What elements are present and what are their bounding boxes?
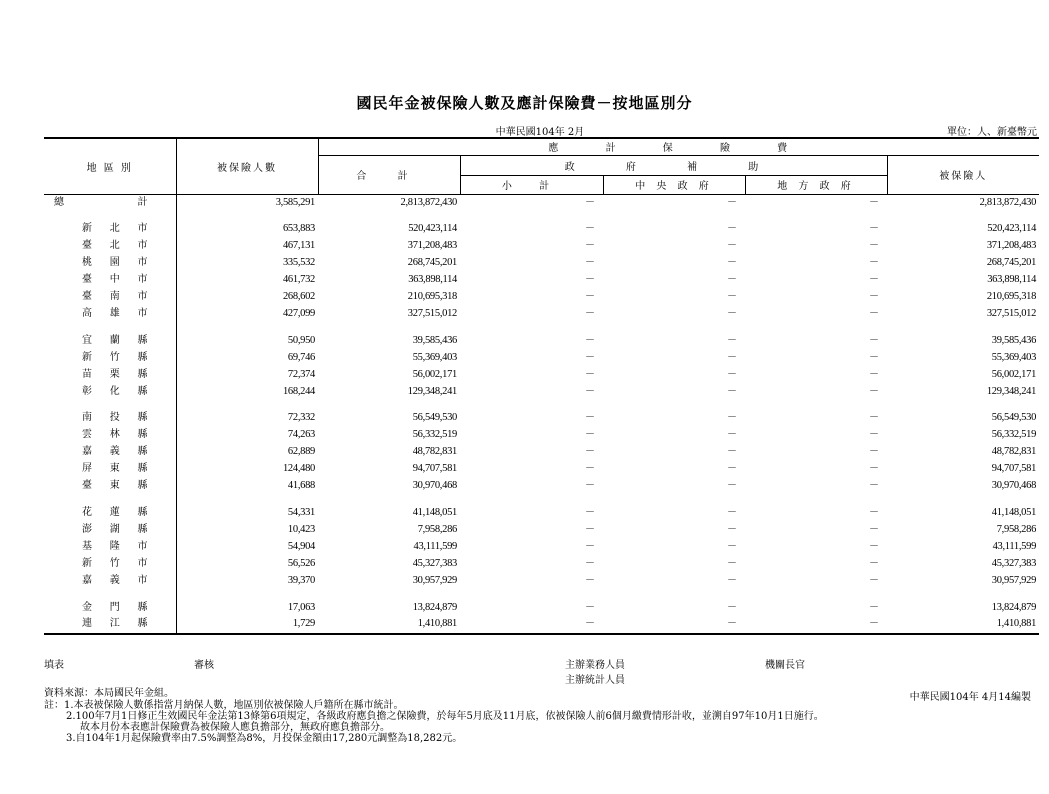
gov-subtotal: －: [585, 257, 595, 269]
insured-count: 54,904: [287, 540, 315, 552]
premium-total: 45,327,383: [412, 557, 457, 569]
gov-subtotal: －: [585, 291, 595, 303]
central-gov: －: [727, 257, 737, 269]
insured-count: 124,480: [282, 463, 315, 475]
premium-total: 129,348,241: [407, 385, 457, 397]
insured-person-premium: 94,707,581: [991, 463, 1037, 475]
gov-subtotal: －: [585, 240, 595, 252]
local-gov: －: [869, 446, 879, 458]
region-name: 嘉義縣: [44, 444, 176, 461]
table-row: [44, 367, 1039, 384]
table-row: [44, 384, 1039, 401]
insured-person-premium: 327,515,012: [986, 307, 1037, 319]
business-staff-label: 主辦業務人員: [565, 660, 625, 671]
local-gov: －: [869, 334, 879, 346]
table-row: [44, 289, 1039, 306]
premium-total: 56,549,530: [412, 412, 457, 424]
central-gov: －: [727, 291, 737, 303]
central-gov: －: [727, 196, 737, 208]
premium-total: 371,208,483: [407, 240, 457, 252]
statistics-table: [44, 137, 1039, 635]
insured-count: 74,263: [287, 429, 315, 441]
insured-person-premium: 268,745,201: [986, 257, 1037, 269]
region-name: 雲林縣: [44, 427, 176, 444]
premium-total: 39,585,436: [412, 334, 457, 346]
table-row: [44, 444, 1039, 461]
insured-count: 653,883: [282, 223, 315, 235]
insured-count: 41,688: [287, 480, 315, 492]
insured-count: 268,602: [282, 291, 315, 303]
gov-subtotal: －: [585, 368, 595, 380]
gov-subtotal: －: [585, 540, 595, 552]
gov-subtotal: －: [585, 429, 595, 441]
insured-person-premium: 45,327,383: [991, 557, 1037, 569]
premium-total: 327,515,012: [407, 307, 457, 319]
local-gov: －: [869, 540, 879, 552]
region-name: 高雄市: [44, 306, 176, 323]
central-gov: －: [727, 385, 737, 397]
notes-block: [44, 688, 404, 711]
gov-subtotal: －: [585, 557, 595, 569]
gov-subtotal: －: [585, 385, 595, 397]
gov-subtotal: －: [585, 446, 595, 458]
insured-count: 72,374: [287, 368, 315, 380]
insured-person-premium: 520,423,114: [987, 223, 1037, 235]
premium-total: 56,002,171: [412, 368, 457, 380]
table-row: [44, 410, 1039, 427]
gov-subtotal: －: [585, 412, 595, 424]
region-name: 澎湖縣: [44, 522, 176, 539]
gov-subtotal: －: [585, 463, 595, 475]
region-name: 花蓮縣: [44, 505, 176, 522]
central-gov: －: [727, 334, 737, 346]
premium-total: 43,111,599: [413, 540, 457, 552]
header-gov-subsidy: 政 府 補 助: [460, 155, 887, 175]
page-title: 國民年金被保險人數及應計保險費－按地區別分: [356, 94, 693, 112]
central-gov: －: [727, 351, 737, 363]
central-gov: －: [727, 601, 737, 613]
central-gov: －: [603, 616, 745, 634]
region-name: 連江縣: [44, 616, 176, 634]
insured-person-premium: 210,695,318: [986, 291, 1037, 303]
insured-person-premium: 1,410,881: [887, 616, 1039, 634]
central-gov: －: [727, 557, 737, 569]
insured-count: 54,331: [287, 507, 315, 518]
table-body: [44, 194, 1039, 634]
region-name: 彰化縣: [44, 384, 176, 401]
local-gov: －: [869, 523, 879, 535]
local-gov: －: [869, 480, 879, 492]
table-row: [44, 427, 1039, 444]
premium-total: 30,957,929: [412, 574, 457, 586]
insured-person-premium: 39,585,436: [991, 334, 1037, 346]
region-name: 金門縣: [44, 600, 176, 617]
premium-total: 2,813,872,430: [400, 196, 457, 208]
local-gov: －: [869, 463, 879, 475]
local-gov: －: [869, 274, 879, 286]
agency-head-label: 機關長官: [765, 660, 805, 671]
table-row: [44, 556, 1039, 573]
region-name: 臺中市: [44, 272, 176, 289]
region-name: 嘉義市: [44, 573, 176, 590]
insured-count: 335,532: [282, 257, 315, 269]
gov-subtotal: －: [585, 480, 595, 492]
region-name: 屏東縣: [44, 461, 176, 478]
insured-person-premium: 55,369,403: [991, 351, 1037, 363]
table-row: [44, 272, 1039, 289]
insured-person-premium: 363,898,114: [987, 274, 1037, 286]
region-name: 苗栗縣: [44, 367, 176, 384]
premium-total: 210,695,318: [407, 291, 457, 303]
unit-label: 單位：人、新臺幣元: [947, 127, 1037, 138]
group-spacer: [44, 400, 1039, 410]
insured-person-premium: 2,813,872,430: [979, 196, 1037, 208]
central-gov: －: [727, 429, 737, 441]
table-row: [44, 539, 1039, 556]
premium-total: 30,970,468: [412, 480, 457, 492]
region-name: 臺北市: [44, 238, 176, 255]
insured-count: 72,332: [287, 412, 315, 424]
premium-total: 13,824,879: [412, 601, 457, 613]
insured-person-premium: 30,957,929: [991, 574, 1037, 586]
central-gov: －: [727, 540, 737, 552]
insured-count: 50,950: [287, 334, 315, 346]
stat-staff-label: 主辦統計人員: [565, 675, 625, 686]
source-note: 資料來源：本局國民年金組。: [44, 688, 174, 699]
gov-subtotal: －: [585, 601, 595, 613]
insured-person-premium: 7,958,286: [996, 523, 1037, 535]
insured-count: 56,526: [287, 557, 315, 569]
table-row: [44, 221, 1039, 238]
table-row: [44, 238, 1039, 255]
local-gov: －: [869, 351, 879, 363]
premium-total: 41,148,051: [412, 507, 457, 518]
filler-label: 填表: [44, 660, 64, 671]
insured-person-premium: 41,148,051: [991, 507, 1037, 518]
gov-subtotal: －: [460, 616, 603, 634]
insured-person-premium: 371,208,483: [986, 240, 1037, 252]
local-gov: －: [869, 291, 879, 303]
report-period: 中華民國104年 2月: [495, 127, 585, 138]
reviewer-label: 審核: [194, 660, 214, 671]
insured-count: 467,131: [282, 240, 315, 252]
local-gov: －: [869, 557, 879, 569]
group-spacer: [44, 590, 1039, 600]
gov-subtotal: －: [585, 351, 595, 363]
table-row: [44, 522, 1039, 539]
local-gov: －: [869, 240, 879, 252]
header-subtotal: 小 計: [460, 175, 603, 194]
region-name: 桃園市: [44, 255, 176, 272]
table-row: [44, 350, 1039, 367]
local-gov: －: [869, 196, 879, 208]
table-row: [44, 616, 1039, 634]
central-gov: －: [727, 480, 737, 492]
local-gov: －: [869, 385, 879, 397]
header-premium: 應 計 保 險 費: [318, 138, 1039, 155]
local-gov: －: [745, 616, 887, 634]
region-name: 基隆市: [44, 539, 176, 556]
insured-person-premium: 13,824,879: [991, 601, 1037, 613]
premium-total: 363,898,114: [408, 274, 457, 286]
note-2-continued: 故本月份本表應計保險費為被保險人應負擔部分，無政府應負擔部分。: [80, 722, 390, 733]
premium-total: 520,423,114: [408, 223, 457, 235]
central-gov: －: [727, 507, 737, 518]
central-gov: －: [727, 368, 737, 380]
insured-count: 62,889: [287, 446, 315, 458]
premium-total: 1,410,881: [318, 616, 460, 634]
gov-subtotal: －: [585, 223, 595, 235]
local-gov: －: [869, 574, 879, 586]
header-local-gov: 地 方 政 府: [745, 175, 887, 194]
gov-subtotal: －: [585, 307, 595, 319]
insured-person-premium: 48,782,831: [991, 446, 1037, 458]
header-region: 地 區 別: [44, 138, 176, 194]
gov-subtotal: －: [585, 574, 595, 586]
gov-subtotal: －: [585, 507, 595, 518]
local-gov: －: [869, 601, 879, 613]
central-gov: －: [727, 223, 737, 235]
central-gov: －: [727, 307, 737, 319]
insured-count: 1,729: [176, 616, 318, 634]
insured-person-premium: 56,332,519: [991, 429, 1037, 441]
premium-total: 56,332,519: [412, 429, 457, 441]
compiled-date: 中華民國104年 4月14編製: [909, 692, 1031, 703]
region-name: 宜蘭縣: [44, 333, 176, 350]
central-gov: －: [727, 240, 737, 252]
local-gov: －: [869, 257, 879, 269]
gov-subtotal: －: [585, 523, 595, 535]
insured-person-premium: 43,111,599: [992, 540, 1037, 552]
table-row: [44, 600, 1039, 617]
region-name: 新竹市: [44, 556, 176, 573]
central-gov: －: [727, 412, 737, 424]
group-spacer: [44, 323, 1039, 333]
insured-count: 69,746: [287, 351, 315, 363]
group-spacer: [44, 495, 1039, 505]
premium-total: 48,782,831: [412, 446, 457, 458]
gov-subtotal: －: [585, 196, 595, 208]
insured-count: 39,370: [287, 574, 315, 586]
central-gov: －: [727, 274, 737, 286]
table-row: [44, 505, 1039, 522]
gov-subtotal: －: [585, 274, 595, 286]
group-spacer: [44, 211, 1039, 221]
premium-total: 7,958,286: [417, 523, 457, 535]
insured-count: 3,585,291: [275, 196, 315, 208]
local-gov: －: [869, 307, 879, 319]
header-insured-person: 被保險人: [887, 155, 1039, 194]
central-gov: －: [727, 446, 737, 458]
premium-total: 268,745,201: [407, 257, 457, 269]
insured-person-premium: 30,970,468: [991, 480, 1037, 492]
local-gov: －: [869, 507, 879, 518]
insured-person-premium: 56,549,530: [991, 412, 1037, 424]
region-name: 新北市: [44, 221, 176, 238]
region-name: 總計: [44, 194, 176, 211]
local-gov: －: [869, 412, 879, 424]
table-row: [44, 194, 1039, 211]
note-3: 3.自104年1月起保險費率由7.5%調整為8%，月投保金額由17,280元調整為18,282元。: [66, 733, 463, 744]
table-row: [44, 333, 1039, 350]
table-row: [44, 306, 1039, 323]
insured-count: 17,063: [287, 601, 315, 613]
insured-person-premium: 129,348,241: [986, 385, 1037, 397]
central-gov: －: [727, 463, 737, 475]
header-insured-count: 被保險人數: [176, 138, 318, 194]
region-name: 新竹縣: [44, 350, 176, 367]
central-gov: －: [727, 574, 737, 586]
premium-total: 55,369,403: [412, 351, 457, 363]
table-row: [44, 255, 1039, 272]
note-2: 2.100年7月1日修正生效國民年金法第13條第6項規定，各級政府應負擔之保險費，於每年5月底及11月底，依被保險人前6個月繳費情形計收，並溯自97年10月1日施行。: [66, 711, 824, 722]
header-central-gov: 中 央 政 府: [603, 175, 745, 194]
region-name: 臺南市: [44, 289, 176, 306]
insured-count: 461,732: [282, 274, 315, 286]
region-name: 南投縣: [44, 410, 176, 427]
table-row: [44, 573, 1039, 590]
central-gov: －: [727, 523, 737, 535]
insured-person-premium: 56,002,171: [991, 368, 1037, 380]
table-row: [44, 461, 1039, 478]
header-total: 合 計: [318, 155, 460, 194]
premium-total: 94,707,581: [412, 463, 457, 475]
local-gov: －: [869, 223, 879, 235]
insured-count: 168,244: [282, 385, 315, 397]
table-row: [44, 478, 1039, 495]
note-1: 註：1.本表被保險人數係指當月納保人數，地區別依被保險人戶籍所在縣市統計。: [44, 699, 404, 711]
local-gov: －: [869, 429, 879, 441]
local-gov: －: [869, 368, 879, 380]
insured-count: 10,423: [287, 523, 315, 535]
insured-count: 427,099: [282, 307, 315, 319]
region-name: 臺東縣: [44, 478, 176, 495]
gov-subtotal: －: [585, 334, 595, 346]
